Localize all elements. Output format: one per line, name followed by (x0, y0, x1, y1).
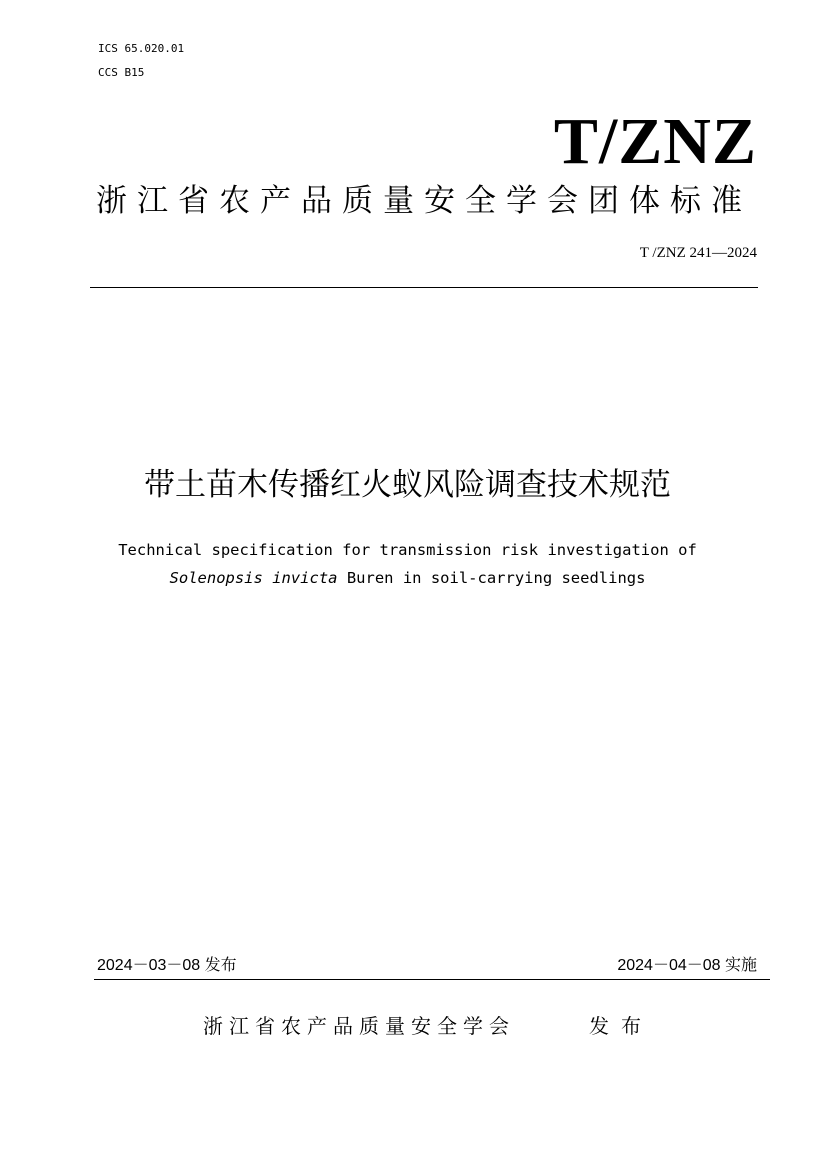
header-divider (90, 287, 758, 288)
issuer-action: 发布 (589, 1016, 653, 1038)
document-title-en (0, 536, 815, 592)
implement-date: 2024－04－08 实施 (617, 957, 757, 974)
standard-number: T /ZNZ 241—2024 (639, 245, 757, 261)
ics-code: ICS 65.020.01 (98, 42, 185, 55)
ccs-code: CCS B15 (98, 66, 145, 79)
title-en-line1: Technical specification for transmission risk investigation of (118, 541, 697, 559)
standard-logo: T/ZNZ (553, 105, 757, 178)
title-en-line2 (0, 564, 815, 592)
publish-date: 2024－03－08 发布 (97, 957, 237, 974)
title-en-species: Solenopsis invicta (169, 569, 338, 587)
footer-divider (94, 979, 770, 980)
issuer-name: 浙江省农产品质量安全学会 (203, 1016, 515, 1038)
title-en-line2-rest: Buren in soil-carrying seedlings (337, 569, 646, 587)
document-title-cn: 带土苗木传播红火蚁风险调查技术规范 (144, 467, 671, 502)
organization-standard-title: 浙江省农产品质量安全学会团体标准 (96, 183, 752, 218)
